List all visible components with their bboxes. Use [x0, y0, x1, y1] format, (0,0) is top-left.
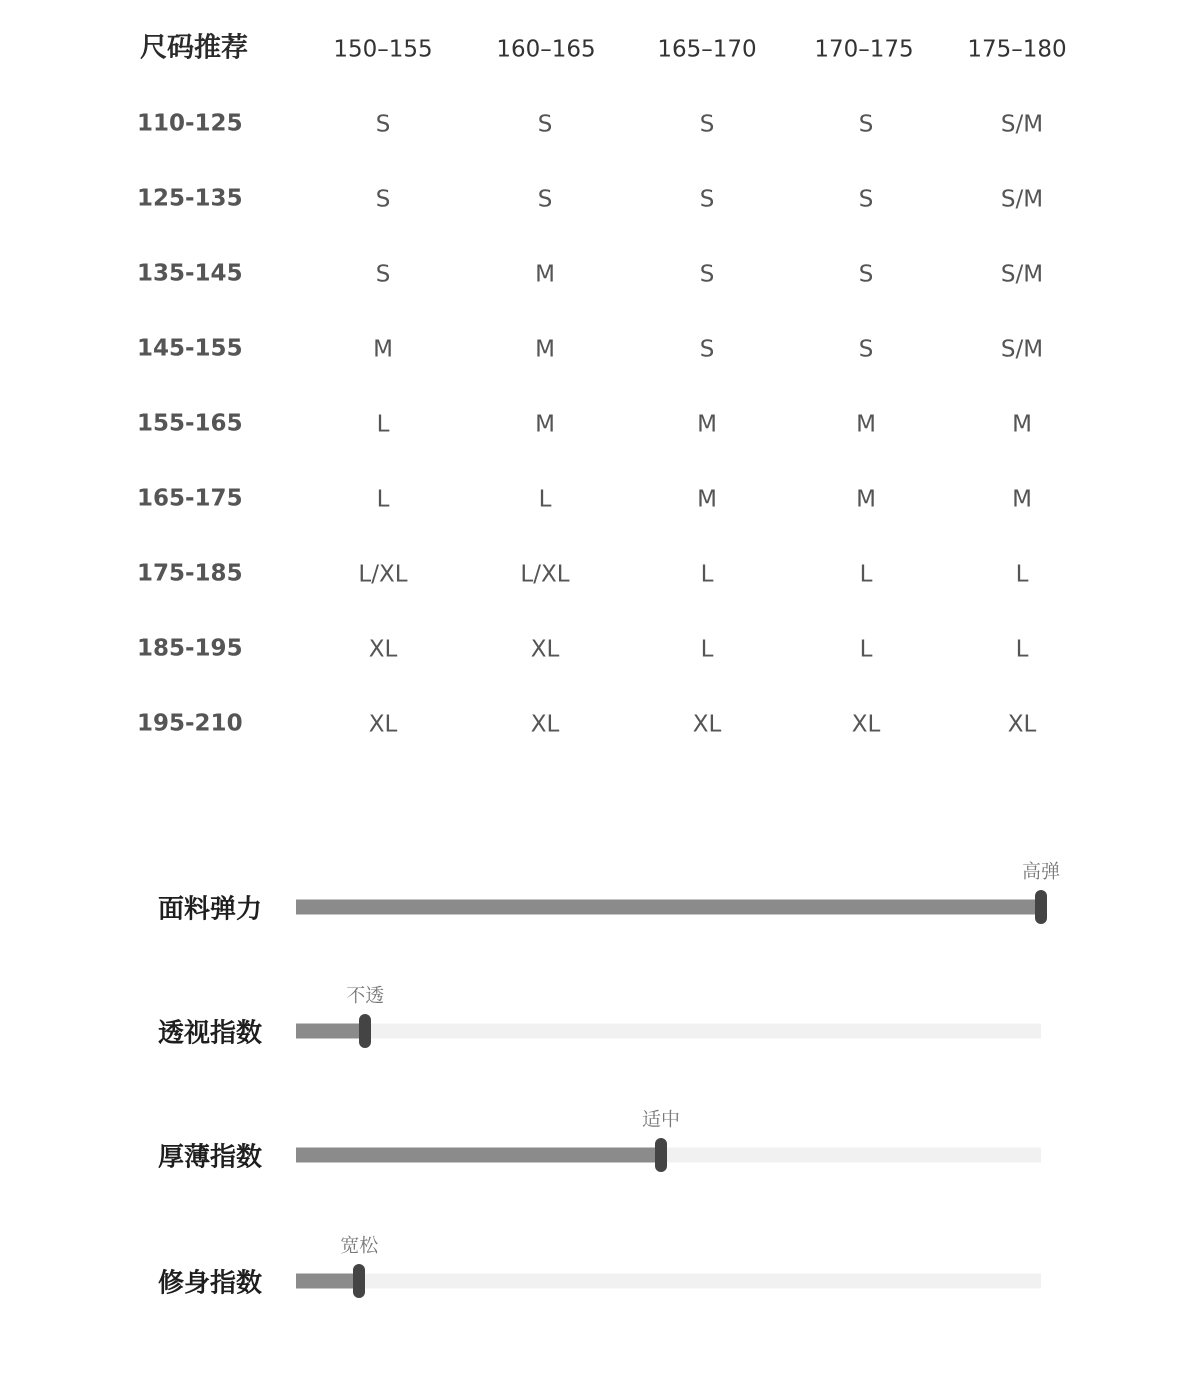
size-cell: S [858, 111, 874, 138]
column-header: 170–175 [814, 36, 914, 63]
index-track [296, 1024, 1041, 1039]
row-label: 165-175 [137, 485, 243, 512]
size-cell: L [700, 636, 714, 663]
size-cell: S [375, 111, 391, 138]
size-cell: S [375, 261, 391, 288]
size-cell: M [373, 336, 393, 363]
size-cell: XL [1007, 711, 1037, 738]
size-cell: S/M [1000, 186, 1044, 213]
row-label: 110-125 [137, 110, 243, 137]
fabric-index-label: 面料弹力 [158, 894, 263, 925]
size-cell: S [375, 186, 391, 213]
row-label: 145-155 [137, 335, 243, 362]
size-cell: M [535, 336, 555, 363]
column-header: 150–155 [333, 36, 433, 63]
row-label: 175-185 [137, 560, 243, 587]
size-cell: M [697, 486, 717, 513]
size-cell: M [856, 486, 876, 513]
size-cell: S/M [1000, 261, 1044, 288]
size-cell: M [1012, 411, 1032, 438]
table-title: 尺码推荐 [140, 32, 248, 64]
index-value-tag: 适中 [642, 1108, 681, 1131]
size-cell: L/XL [520, 561, 570, 588]
size-cell: M [535, 411, 555, 438]
size-cell: XL [530, 711, 560, 738]
index-knob [655, 1138, 667, 1172]
row-label: 125-135 [137, 185, 243, 212]
size-cell: S [699, 186, 715, 213]
size-cell: S [699, 261, 715, 288]
size-cell: M [535, 261, 555, 288]
size-cell: S [858, 261, 874, 288]
index-fill [296, 1148, 661, 1163]
size-cell: S [699, 111, 715, 138]
size-cell: XL [692, 711, 722, 738]
column-header: 160–165 [496, 36, 596, 63]
fabric-index-label: 厚薄指数 [158, 1142, 263, 1173]
size-cell: S [699, 336, 715, 363]
row-label: 195-210 [137, 710, 243, 737]
size-cell: S [537, 186, 553, 213]
index-value-tag: 宽松 [340, 1234, 379, 1257]
fabric-indices-panel [0, 780, 1200, 1380]
size-cell: M [856, 411, 876, 438]
size-cell: XL [530, 636, 560, 663]
size-cell: XL [851, 711, 881, 738]
size-cell: L/XL [358, 561, 408, 588]
index-value-tag: 高弹 [1021, 860, 1061, 883]
size-cell: L [859, 561, 873, 588]
fabric-index-label: 修身指数 [158, 1268, 263, 1299]
size-cell: L [538, 486, 552, 513]
index-fill [296, 1024, 365, 1039]
index-fill [296, 900, 1041, 915]
size-cell: L [1015, 561, 1029, 588]
fabric-index-label: 透视指数 [158, 1018, 263, 1049]
size-cell: S/M [1000, 336, 1044, 363]
row-label: 185-195 [137, 635, 243, 662]
index-value-tag: 不透 [346, 984, 385, 1007]
size-cell: L [376, 486, 390, 513]
index-fill [296, 1274, 359, 1289]
size-cell: S [858, 186, 874, 213]
size-cell: L [859, 636, 873, 663]
column-header: 165–170 [657, 36, 757, 63]
size-cell: XL [368, 636, 398, 663]
row-label: 155-165 [137, 410, 243, 437]
index-knob [353, 1264, 365, 1298]
size-cell: S [858, 336, 874, 363]
row-label: 135-145 [137, 260, 243, 287]
index-track [296, 1148, 1041, 1163]
index-knob [359, 1014, 371, 1048]
size-cell: S/M [1000, 111, 1044, 138]
index-track [296, 900, 1041, 915]
size-cell: XL [368, 711, 398, 738]
size-cell: L [376, 411, 390, 438]
index-knob [1035, 890, 1047, 924]
column-header: 175–180 [967, 36, 1067, 63]
index-track [296, 1274, 1041, 1289]
size-cell: L [700, 561, 714, 588]
size-cell: L [1015, 636, 1029, 663]
size-cell: M [1012, 486, 1032, 513]
size-cell: S [537, 111, 553, 138]
size-cell: M [697, 411, 717, 438]
